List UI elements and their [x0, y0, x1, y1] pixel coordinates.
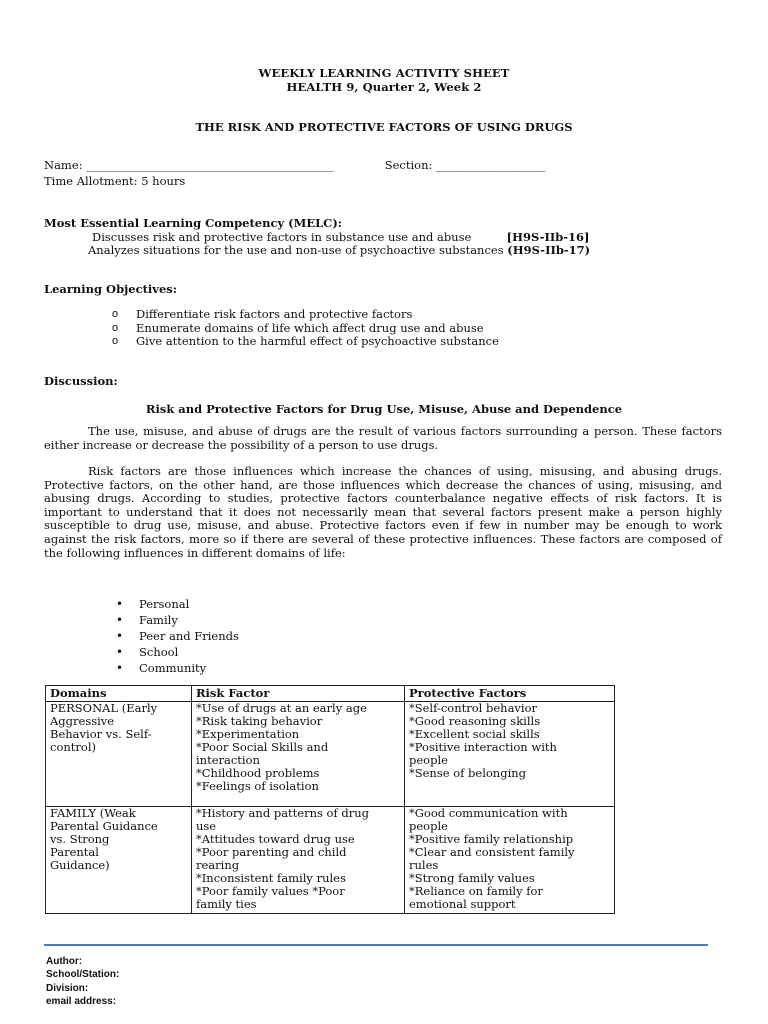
- cell-line: vs. Strong: [50, 832, 110, 846]
- cell-line: *Use of drugs at an early age: [196, 701, 367, 715]
- domain-bullet: • Personal: [116, 597, 239, 613]
- objectives-heading: Learning Objectives:: [44, 282, 177, 296]
- cell-line: *Poor parenting and child: [196, 845, 347, 859]
- cell-line: Parental: [50, 845, 99, 859]
- footer-school: School/Station:: [46, 969, 120, 981]
- domain-cell: [46, 807, 192, 914]
- cell-line: use: [196, 819, 217, 833]
- domain-bullet: • Community: [116, 661, 239, 677]
- column-header-protective: Protective Factors: [405, 686, 615, 702]
- cell-line: *Attitudes toward drug use: [196, 832, 355, 846]
- cell-line: *Inconsistent family rules: [196, 871, 346, 885]
- document-title: THE RISK AND PROTECTIVE FACTORS OF USING DRUGS: [195, 120, 573, 134]
- name-section-row: [44, 158, 545, 172]
- objectives-list: [112, 308, 499, 349]
- domain-cell: [46, 702, 192, 807]
- cell-line: *Experimentation: [196, 727, 300, 741]
- name-field-label[interactable]: Name: ___________________________________________: [44, 158, 334, 172]
- cell-line: rearing: [196, 858, 240, 872]
- header-line-2: HEALTH 9, Quarter 2, Week 2: [286, 80, 482, 94]
- cell-line: *Positive interaction with: [409, 740, 557, 754]
- cell-line: *Childhood problems: [196, 766, 320, 780]
- cell-line: *Feelings of isolation: [196, 779, 319, 793]
- cell-line: *Reliance on family for: [409, 884, 543, 898]
- discussion-title: Risk and Protective Factors for Drug Use, Misuse, Abuse and Dependence: [145, 402, 623, 416]
- discussion-paragraph-2: Risk factors are those influences which increase the chances of using, misusing, and abusing drugs. Protective factors, on the other hand, are those influences which decrease the chances of using, misusing, and abusing drugs. According to studies, protective factors counterbalance negative effects of risk factors. It is important to understand that it does not necessarily mean that several factors present make a person highly susceptible to drug use, misuse, and abuse. Protective factors even if few in number may be enough to work against the risk factors, more so if there are several of these protective influences. These factors are composed of the following influences in different domains of life:: [44, 464, 722, 560]
- cell-line: control): [50, 740, 96, 754]
- factors-table: [45, 685, 615, 914]
- table-row: [46, 807, 615, 914]
- column-header-risk: Risk Factor: [192, 686, 405, 702]
- section-field-label[interactable]: Section: ___________________: [384, 158, 546, 172]
- sheet-header: [0, 66, 768, 94]
- cell-line: FAMILY (Weak: [50, 806, 136, 820]
- cell-line: *Sense of belonging: [409, 766, 527, 780]
- cell-line: *Poor family values *Poor: [196, 884, 345, 898]
- domain-bullet: • Family: [116, 613, 239, 629]
- protective-cell: [405, 807, 615, 914]
- column-header-domains: Domains: [46, 686, 192, 702]
- melc-item-1-code: [H9S-IIb-16]: [506, 230, 590, 244]
- cell-line: *Good communication with: [409, 806, 568, 820]
- cell-line: *Excellent social skills: [409, 727, 540, 741]
- cell-line: Parental Guidance: [50, 819, 158, 833]
- cell-line: *Positive family relationship: [409, 832, 574, 846]
- melc-item-2-code: (H9S-IIb-17): [507, 243, 591, 257]
- cell-line: *Clear and consistent family: [409, 845, 575, 859]
- cell-line: Guidance): [50, 858, 110, 872]
- objective-item: o Give attention to the harmful effect of psychoactive substance: [112, 335, 499, 349]
- table-header-row: [46, 686, 615, 702]
- footer-author: Author:: [46, 956, 83, 967]
- cell-line: *Strong family values: [409, 871, 535, 885]
- cell-line: people: [409, 819, 448, 833]
- cell-line: *Risk taking behavior: [196, 714, 323, 728]
- cell-line: *Self-control behavior: [409, 701, 538, 715]
- melc-item-2: [88, 243, 590, 257]
- melc-heading: Most Essential Learning Competency (MELC):: [44, 216, 343, 230]
- protective-cell: [405, 702, 615, 807]
- cell-line: *Poor Social Skills and: [196, 740, 329, 754]
- footer-division: Division:: [46, 982, 89, 994]
- discussion-paragraph-1: The use, misuse, and abuse of drugs are the result of various factors surrounding a person. These factors either increase or decrease the possibility of a person to use drugs.: [44, 424, 722, 452]
- cell-line: people: [409, 753, 448, 767]
- footer-block: [46, 955, 119, 1008]
- header-line-1: WEEKLY LEARNING ACTIVITY SHEET: [258, 66, 510, 80]
- cell-line: rules: [409, 858, 439, 872]
- time-allotment: Time Allotment: 5 hours: [44, 174, 186, 188]
- cell-line: PERSONAL (Early: [50, 701, 158, 715]
- footer-email: email address:: [46, 995, 117, 1007]
- cell-line: interaction: [196, 753, 260, 767]
- footer-divider: [44, 944, 708, 946]
- cell-line: family ties: [196, 897, 257, 911]
- cell-line: *History and patterns of drug: [196, 806, 370, 820]
- objective-item: o Differentiate risk factors and protective factors: [112, 308, 499, 322]
- melc-item-2-text: Analyzes situations for the use and non-use of psychoactive substances: [88, 243, 504, 257]
- melc-item-1-text: Discusses risk and protective factors in substance use and abuse: [92, 230, 472, 244]
- cell-line: emotional support: [409, 897, 516, 911]
- objective-item: o Enumerate domains of life which affect drug use and abuse: [112, 322, 499, 336]
- table-row: [46, 702, 615, 807]
- cell-line: Behavior vs. Self-: [50, 727, 152, 741]
- cell-line: Aggressive: [50, 714, 115, 728]
- cell-line: *Good reasoning skills: [409, 714, 541, 728]
- risk-cell: [192, 702, 405, 807]
- domain-bullet: • Peer and Friends: [116, 629, 239, 645]
- domains-list: [116, 597, 239, 677]
- domain-bullet: • School: [116, 645, 239, 661]
- melc-item-1: [92, 230, 589, 244]
- discussion-heading: Discussion:: [44, 374, 118, 388]
- risk-cell: [192, 807, 405, 914]
